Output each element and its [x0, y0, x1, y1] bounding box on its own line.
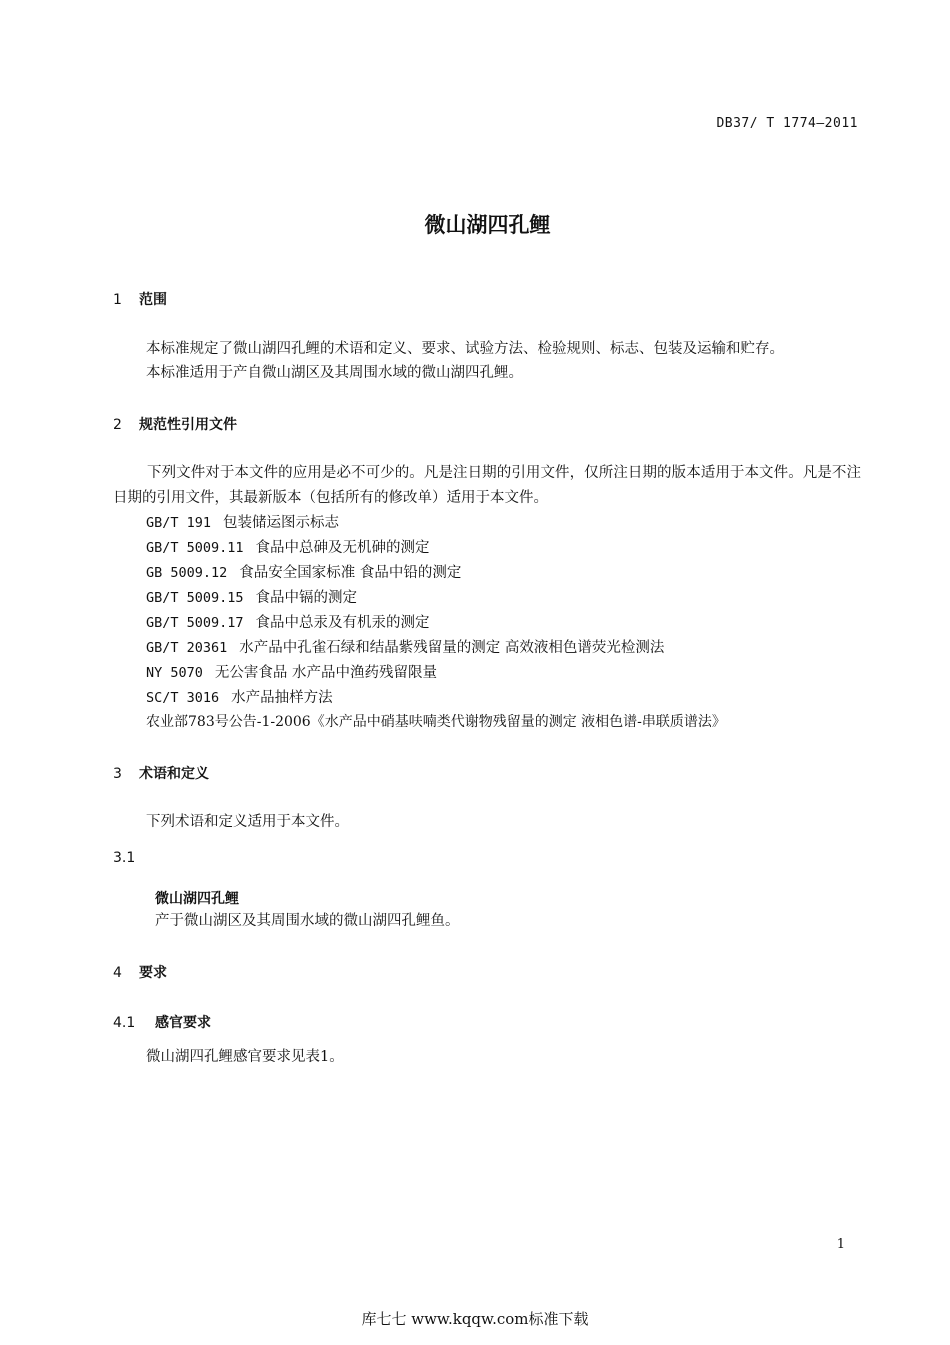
term-definition: 产于微山湖区及其周围水域的微山湖四孔鲤鱼。: [155, 913, 460, 929]
subsection-number: 3.1: [113, 850, 136, 866]
section-4-heading: [113, 962, 167, 982]
subsection-title: 感官要求: [155, 1015, 211, 1031]
reference-title: 无公害食品 水产品中渔药残留限量: [214, 665, 438, 681]
section-title: 范围: [139, 292, 167, 308]
document-title: 微山湖四孔鲤: [424, 213, 551, 237]
reference-code: GB 5009.12: [146, 565, 228, 581]
reference-item: [146, 686, 333, 707]
reference-code: NY 5070: [146, 665, 203, 681]
terms-intro: 下列术语和定义适用于本文件。: [146, 814, 349, 830]
document-code: DB37/ T 1774—2011: [716, 116, 858, 131]
reference-item: [146, 586, 357, 607]
reference-title: 食品安全国家标准 食品中铅的测定: [239, 565, 462, 581]
reference-item: [146, 561, 461, 582]
scope-paragraph-1: 本标准规定了微山湖四孔鲤的术语和定义、要求、试验方法、检验规则、标志、包装及运输和贮存。: [146, 341, 784, 357]
reference-title: 水产品抽样方法: [231, 690, 333, 706]
section-number: 1: [113, 292, 122, 308]
term-name: 微山湖四孔鲤: [155, 891, 239, 907]
subsection-number: 4.1: [113, 1015, 136, 1031]
section-title: 要求: [139, 965, 167, 981]
reference-item: [146, 536, 430, 557]
scope-paragraph-2: 本标准适用于产自微山湖区及其周围水域的微山湖四孔鲤。: [146, 365, 523, 381]
footer-watermark: 库七七 www.kqqw.com标准下载: [361, 1310, 589, 1328]
section-title: 规范性引用文件: [139, 417, 237, 433]
sensory-requirements-text: 微山湖四孔鲤感官要求见表1。: [146, 1049, 344, 1065]
section-title: 术语和定义: [139, 766, 209, 782]
page-number: 1: [836, 1237, 845, 1252]
section-number: 4: [113, 965, 122, 981]
reference-item: [146, 661, 437, 682]
references-intro: 下列文件对于本文件的应用是必不可少的。凡是注日期的引用文件，仅所注日期的版本适用于本文件。凡是不注日期的引用文件，其最新版本（包括所有的修改单）适用于本文件。: [113, 465, 861, 506]
reference-title: 食品中镉的测定: [255, 590, 358, 606]
reference-code: GB/T 5009.15: [146, 590, 244, 606]
reference-title: 水产品中孔雀石绿和结晶紫残留量的测定 高效液相色谱荧光检测法: [239, 640, 665, 656]
reference-item: [146, 511, 339, 532]
reference-title: 食品中总砷及无机砷的测定: [255, 540, 430, 556]
section-3-heading: [113, 763, 209, 783]
reference-item-announcement: 农业部783号公告-1-2006《水产品中硝基呋喃类代谢物残留量的测定 液相色谱-串联质谱法》: [146, 714, 726, 730]
subsection-4-1-heading: [113, 1012, 211, 1032]
reference-item: [146, 636, 664, 657]
section-1-heading: [113, 289, 167, 309]
reference-title: 食品中总汞及有机汞的测定: [255, 615, 430, 631]
reference-code: SC/T 3016: [146, 690, 220, 706]
reference-code: GB/T 20361: [146, 640, 228, 656]
reference-code: GB/T 5009.11: [146, 540, 244, 556]
reference-code: GB/T 191: [146, 515, 212, 531]
reference-title: 包装储运图示标志: [223, 515, 340, 531]
section-number: 2: [113, 417, 122, 433]
section-2-heading: [113, 414, 237, 434]
reference-item: [146, 611, 430, 632]
reference-code: GB/T 5009.17: [146, 615, 244, 631]
section-number: 3: [113, 766, 122, 782]
